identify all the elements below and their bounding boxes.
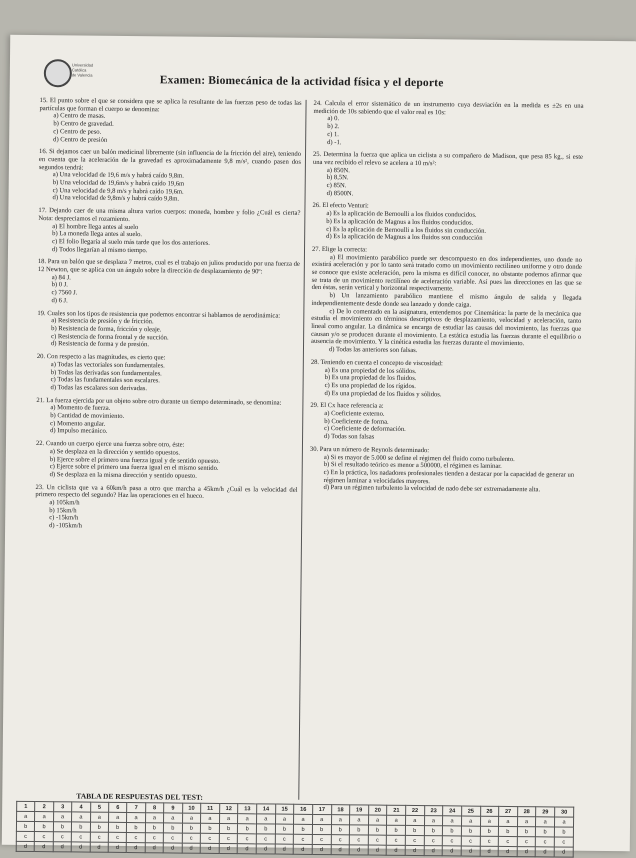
answer-cell[interactable]: d [461,846,480,856]
answer-cell[interactable]: a [127,812,145,822]
answer-cell[interactable]: b [499,826,518,836]
answer-cell[interactable]: d [200,843,219,853]
answer-option: b) La moneda llega antes al suelo. [52,230,143,239]
answer-cell[interactable]: d [387,845,406,855]
question-block [311,246,582,357]
answer-paragraph: b) Un lanzamiento parabólico mantiene el mismo ángulo de salida y llegada independientemente desde donde sea lanzado y donde caiga. [311,292,582,309]
answer-cell[interactable]: d [480,846,499,856]
answer-cell[interactable]: d [331,845,350,855]
answer-cell[interactable]: c [443,836,462,846]
answer-option: b) 15km/h [49,506,77,515]
answer-cell[interactable]: d [349,845,368,855]
answer-option: d) Resistencia de forma y de presión. [50,340,150,349]
answer-cell[interactable]: d [145,843,163,853]
answer-cell[interactable]: a [368,815,387,825]
answer-option: c) 7560 J. [51,289,78,297]
answer-cell[interactable]: d [554,847,573,857]
question-block [309,446,579,495]
answer-cell[interactable]: a [387,815,406,825]
question-block [37,258,299,307]
answer-option: b) Resistencia de forma, fricción y oleaje. [51,325,162,334]
answer-cell[interactable]: b [480,826,499,836]
answer-cell[interactable]: c [163,833,181,843]
answer-cell[interactable]: a [145,813,163,823]
question-block [36,440,298,481]
answer-option: d) 8500N. [326,189,354,198]
answer-option: d) Centro de presión [53,135,108,144]
question-number-cell: 21 [387,805,406,815]
answer-option: c) En la práctica, los nadadores profesionales tienden a destacar por la capacidad de generar un régimen laminar a velocidades mayores. [323,468,575,485]
answer-option: c) El folio llegaría al suelo más tarde que los dos anteriores. [52,238,210,247]
answer-cell[interactable]: d [312,844,331,854]
answer-cell[interactable]: c [424,836,443,846]
answer-option: c) Centro de peso. [53,128,102,136]
question-stem: 16. Si dejamos caer un balón medicinal libremente (sin influencia de la fricción del aire), teniendo en cuenta que la aceleración de la gravedad es aproximadamente 9,8 m/s², cuando pasen dos segundos tendrá: [38,148,302,172]
answer-option: a) Es una propiedad de los sólidos. [324,366,417,375]
answer-cell[interactable]: c [387,835,406,845]
answer-cell[interactable]: a [35,812,53,822]
answer-cell[interactable]: c [517,837,536,847]
answer-cell[interactable]: b [90,822,108,832]
question-stem: 28. Teniendo en cuenta el concepto de viscosidad: [310,358,443,368]
question-number-cell: 25 [461,806,480,816]
question-number-cell: 6 [109,802,127,812]
answer-cell[interactable]: b [145,823,163,833]
answer-cell[interactable]: b [554,827,573,837]
question-stem: 18. Para un balón que se desplaza 7 metros, cual es el trabajo en julios producido por una fuerza de 12 Newton, que se aplica con un ángulo sobre la dirección de desplazamiento de 90º: [37,258,300,276]
answer-cell[interactable]: c [461,836,480,846]
question-stem: 22. Cuando un cuerpo ejerce una fuerza sobre otro, éste: [35,440,185,449]
answer-cell[interactable]: c [53,832,71,842]
answer-cell[interactable]: d [256,844,275,854]
answer-cell[interactable]: b [201,823,220,833]
question-number-cell: 13 [238,804,257,814]
answer-cell[interactable]: c [238,834,257,844]
question-stem: 25. Determina la fuerza que aplica un ciclista a su compañero de Madison, que pesa 85 kg., si este una vez recibido el relevo se acelera a 10 m/s²: [312,151,584,168]
answer-cell[interactable]: d [182,843,201,853]
answer-cell[interactable]: a [238,814,257,824]
left-column [35,97,302,538]
answer-cell[interactable]: d [108,842,126,852]
answer-option: a) 84 J. [51,273,71,282]
answer-option: d) Para un régimen turbulento la velocidad de nado debe ser extremadamente alta. [323,484,541,494]
answer-option: a) Si es mayor de 5.000 se define el régimen del fluido como turbulento. [323,453,515,463]
answer-option: a) Coeficiente externo. [324,410,385,418]
answer-option: c) Coeficiente de deformación. [324,425,406,434]
answer-cell[interactable]: a [182,813,201,823]
answer-cell[interactable]: c [312,834,331,844]
question-stem: 27. Elige la correcta: [311,245,367,254]
answer-cell[interactable]: a [294,814,313,824]
answer-cell[interactable]: b [350,825,369,835]
question-number-cell: 17 [312,804,331,814]
answer-cell[interactable]: c [368,835,387,845]
answer-option: b) Cantidad de movimiento. [50,412,125,420]
answer-cell[interactable]: c [405,835,424,845]
answer-option: b) Una velocidad de 19,6m/s y habrá caído 19,6m [52,179,185,188]
question-number-cell: 14 [257,804,276,814]
answer-option: b) 2. [327,123,340,131]
question-block [38,207,300,256]
answer-cell[interactable]: c [331,835,350,845]
answer-cell[interactable]: b [16,821,34,831]
answer-option: b) Es una propiedad de los fluidos. [324,374,417,383]
answer-option: d) Se desplaza en la misma dirección y sentido opuesto. [49,471,197,480]
answer-cell[interactable]: a [536,817,555,827]
answer-cell[interactable]: a [17,811,35,821]
answer-cell[interactable]: c [275,834,294,844]
answer-cell[interactable]: b [53,822,71,832]
answer-option: c) Es una propiedad de los rígidos. [324,381,417,390]
answer-cell[interactable]: a [275,814,294,824]
question-stem: 19. Cuales son los tipos de resistencia que podemos encontrar si hablamos de aerodinámica: [37,309,281,320]
answer-option: c) 1. [327,130,339,138]
answer-cell[interactable]: a [406,815,425,825]
answer-cell[interactable]: a [517,817,536,827]
answer-option: b) Todas las derivadas son fundamentales. [50,368,162,377]
question-number-cell: 3 [53,802,71,812]
answer-option: d) Impulso mecánico. [50,427,108,436]
answer-cell[interactable]: c [200,833,219,843]
right-column [309,100,583,500]
answer-cell[interactable]: c [71,832,89,842]
answer-cell[interactable]: c [256,834,275,844]
answer-cell[interactable]: d [536,847,555,857]
question-number-cell: 4 [72,802,90,812]
answer-option: d) Una velocidad de 9,8m/s y habrá caído 9,8m. [52,194,180,203]
answer-option: a) Centro de masas. [53,112,106,121]
answer-option: a) Se desplaza en la dirección y sentido opuestos. [49,448,181,457]
answer-cell[interactable]: d [498,846,517,856]
answer-cell[interactable]: c [90,832,108,842]
answer-cell[interactable]: b [387,825,406,835]
answer-cell[interactable]: b [164,823,182,833]
exam-sheet [2,35,636,856]
question-number-cell: 12 [219,803,238,813]
answer-cell[interactable]: b [443,826,462,836]
answer-option: a) 850N. [326,166,350,174]
question-stem: 29. El Cx hace referencia a: [310,402,384,410]
answer-cell[interactable]: a [90,812,108,822]
question-stem: 30. Para un número de Reynols determinado: [309,445,430,454]
question-number-cell: 24 [443,806,462,816]
question-number-cell: 9 [164,803,182,813]
answer-cell[interactable]: c [127,832,145,842]
answer-cell[interactable]: b [256,824,275,834]
question-number-cell: 26 [480,806,499,816]
answer-cell[interactable]: b [35,822,53,832]
answer-cell[interactable]: b [238,824,257,834]
question-number-cell: 22 [406,805,425,815]
answer-cell[interactable]: b [536,827,555,837]
question-number-cell: 15 [275,804,294,814]
answer-cell[interactable]: b [331,825,350,835]
answer-cell[interactable]: d [238,844,257,854]
question-number-cell: 8 [145,803,163,813]
answer-paragraph: a) El movimiento parabólico puede ser descompuesto en dos independientes, uno donde no existirá aceleración y por lo tanto será tratado como un movimiento rectilíneo uniforme y otro donde se conoce que existe aceleración, pero la misma es difícil conocer, no obstante podemos afirmar que se trata de un movimiento rectilíneo de aceleración variable. Así pues las direcciones en las que se den éstas, serán vertical y horizontal respectivamente. [311,253,582,293]
answer-cell[interactable]: c [219,833,238,843]
answer-option: d) Es la aplicación de Magnus a los fluidos son conducción [326,233,483,242]
answer-option: c) Resistencia de forma frontal y de succión. [51,332,169,342]
answer-cell[interactable]: b [72,822,90,832]
answer-option: c) 85N. [326,182,347,190]
university-logo-icon [44,59,72,87]
question-block [312,202,582,243]
question-block [310,402,580,443]
answer-cell[interactable]: d [219,843,238,853]
answer-cell[interactable]: d [293,844,312,854]
answer-cell[interactable]: a [461,816,480,826]
answer-table-title: TABLA DE RESPUESTAS DEL TEST: [76,791,203,802]
question-number-cell: 20 [368,805,387,815]
answer-option: a) Resistencia de presión y de fricción. [51,317,154,326]
question-block [39,148,302,205]
question-stem: 21. La fuerza ejercida por un objeto sobre otro durante un tiempo determinado, se denomina: [36,396,282,407]
answer-cell[interactable]: d [442,846,461,856]
question-block [313,100,583,149]
answer-cell[interactable]: d [53,842,71,852]
question-number-cell: 11 [201,803,220,813]
answer-cell[interactable]: a [350,815,369,825]
answer-cell[interactable]: c [108,832,126,842]
answer-cell[interactable]: c [349,835,368,845]
question-number-cell: 2 [35,802,53,812]
answer-cell[interactable]: b [424,826,443,836]
answer-cell[interactable]: a [257,814,276,824]
answer-cell[interactable]: a [480,816,499,826]
answer-cell[interactable]: a [201,813,220,823]
question-stem: 15. El punto sobre el que se considera que se aplica la resultante de las fuerzas peso de todas las partículas que forman el cuerpo se denomina: [39,97,302,114]
answer-option: c) Ejerce sobre el primero una fuerza igual en el mismo sentido. [49,463,219,473]
answer-option: d) 6 J. [51,297,68,305]
exam-title: Examen: Biomecánica de la actividad física y el deporte [159,74,444,90]
answer-option: d) Es una propiedad de los fluidos y sólidos. [324,389,442,398]
answer-cell[interactable]: c [16,831,34,841]
answer-cell[interactable]: b [461,826,480,836]
answer-option: c) Todas las fundamentales son escalares. [50,376,160,385]
answer-option: b) Coeficiente de forma. [324,417,389,426]
answer-cell[interactable]: c [294,834,313,844]
answer-option: d) Todos llegarían al mismo tiempo. [51,245,148,254]
answer-option: c) Es la aplicación de Bernoulli a los fluidos sin conducción. [326,225,487,235]
logo-text: Universidad Católica de Valencia [71,62,94,78]
answer-option: b) Ejerce sobre el primero una fuerza igual y de sentido opuesto. [49,455,221,465]
question-block [37,353,299,394]
answer-cell[interactable]: b [127,822,145,832]
answer-cell[interactable]: d [35,842,53,852]
answer-cell[interactable]: c [480,836,499,846]
answer-option: c) Una velocidad de 9,8 m/s y habrá caído 19,6m. [52,186,184,196]
answer-option: b) Si el resultado teórico es menor a 500000, el régimen es laminar. [323,461,502,471]
answer-cell[interactable]: b [219,823,238,833]
answer-option: d) -1. [327,138,342,146]
question-number-cell: 23 [424,806,443,816]
question-block [39,97,301,146]
answer-paragraph: d) Todas las anteriores son falsas. [328,346,418,355]
answer-cell[interactable]: b [182,823,201,833]
answer-cell[interactable]: d [16,841,34,851]
answer-cell[interactable]: c [498,836,517,846]
answer-cell[interactable]: d [517,847,536,857]
answer-cell[interactable]: b [108,822,126,832]
answer-option: a) 105km/h [49,499,80,507]
question-stem: 17. Dejando caer de una misma altura varios cuerpos: moneda, hombre y folio ¿Cuál es cierta? Nota: despreciamos el rozamiento. [38,207,301,223]
answer-option: d) -105km/h [49,522,82,530]
answer-cell[interactable]: d [424,846,443,856]
answer-cell[interactable]: d [275,844,294,854]
question-number-cell: 5 [90,802,108,812]
answer-option: a) Todas las vectoriales son fundamentales. [50,360,165,370]
answer-option: a) Una velocidad de 19,6 m/s y habrá caído 9,8m. [52,171,184,180]
question-stem: 20. Con respecto a las magnitudes, es cierto que: [36,353,166,362]
answer-option: a) 0. [327,115,340,123]
question-stem: 26. El efecto Venturi: [312,202,369,210]
answer-option: c) Momento angular. [50,419,106,428]
answer-cell[interactable]: d [71,842,89,852]
answer-cell[interactable]: a [312,814,331,824]
question-block [36,397,298,438]
answer-cell[interactable]: d [127,842,145,852]
answer-cell[interactable]: a [219,813,238,823]
answer-cell[interactable]: c [182,833,201,843]
answer-table [16,801,575,858]
answer-cell[interactable]: c [35,832,53,842]
answer-cell[interactable]: a [424,816,443,826]
answer-cell[interactable]: a [108,812,126,822]
question-number-cell: 1 [17,801,35,811]
answer-option: a) Momento de fuerza. [50,404,111,413]
answer-cell[interactable]: a [499,816,518,826]
question-number-cell: 10 [182,803,201,813]
question-number-cell: 19 [350,805,369,815]
question-number-cell: 30 [555,807,574,817]
question-number-cell: 28 [517,807,536,817]
question-block [313,151,583,200]
answer-cell[interactable]: a [554,817,573,827]
answer-cell[interactable]: d [90,842,108,852]
answer-option: d) Todas las escalares son derivadas. [50,384,148,393]
answer-option: b) Es la aplicación de Magnus a los fluidos conducidos. [326,217,474,227]
answer-option: b) Centro de gravedad. [53,120,114,128]
answer-cell[interactable]: c [536,837,555,847]
answer-cell[interactable]: b [294,824,313,834]
answer-cell[interactable]: d [163,843,181,853]
answer-option: c) -15km/h [49,514,79,522]
answer-cell[interactable]: b [517,827,536,837]
question-stem: 23. Un ciclista que va a 60km/h pasa a otro que marcha a 45km/h ¿Cuál es la velocidad del primero respecto del segundo? Haz las operaciones en el hueco. [35,483,298,501]
answer-option: a) Es la aplicación de Bernoulli a los fluidos conducidos. [326,210,477,219]
answer-cell[interactable]: a [331,815,350,825]
question-block [310,359,580,400]
answer-cell[interactable]: a [53,812,71,822]
question-block [35,484,297,533]
answer-option: b) 8,5N. [326,174,349,182]
answer-option: b) 0 J. [51,281,68,289]
answer-cell[interactable]: b [275,824,294,834]
question-number-cell: 18 [331,805,350,815]
answer-cell[interactable]: b [405,825,424,835]
question-block [37,310,299,351]
answer-cell[interactable]: c [145,833,163,843]
question-stem: 24. Calcula el error sistemático de un instrumento cuya desviación en la medida es ±2s en una medición de 10s sabiendo que el valor real es 10s: [313,99,584,117]
question-number-cell: 27 [499,806,518,816]
question-number-cell: 16 [294,804,313,814]
answer-option: d) Todas son falsas [324,433,375,441]
answer-option: a) El hombre llega antes al suelo [52,222,139,231]
question-number-cell: 29 [536,807,555,817]
question-number-cell: 7 [127,802,145,812]
answer-cell[interactable]: b [368,825,387,835]
answer-cell[interactable]: b [312,824,331,834]
answer-cell[interactable]: c [554,837,573,847]
answer-paragraph: c) De lo comentado en la asignatura, entendemos por Cinemática: la parte de la mecánica que estudia el movimiento en términos descriptivos de desplazamiento, velocidad y aceleración, tanto lineal como angular. La dinámica se encarga de estudiar las causas del movimiento, las fuerzas que causan y/o se producen durante el movimiento. La estática estudia las fuerzas durante el equilibrio o ausencia de movimiento. Y la cinética estudia las fuerzas durante el movimiento. [311,307,582,348]
answer-cell[interactable]: a [164,813,182,823]
answer-cell[interactable]: d [368,845,387,855]
answer-cell[interactable]: a [443,816,462,826]
answer-cell[interactable]: a [72,812,90,822]
answer-cell[interactable]: d [405,845,424,855]
